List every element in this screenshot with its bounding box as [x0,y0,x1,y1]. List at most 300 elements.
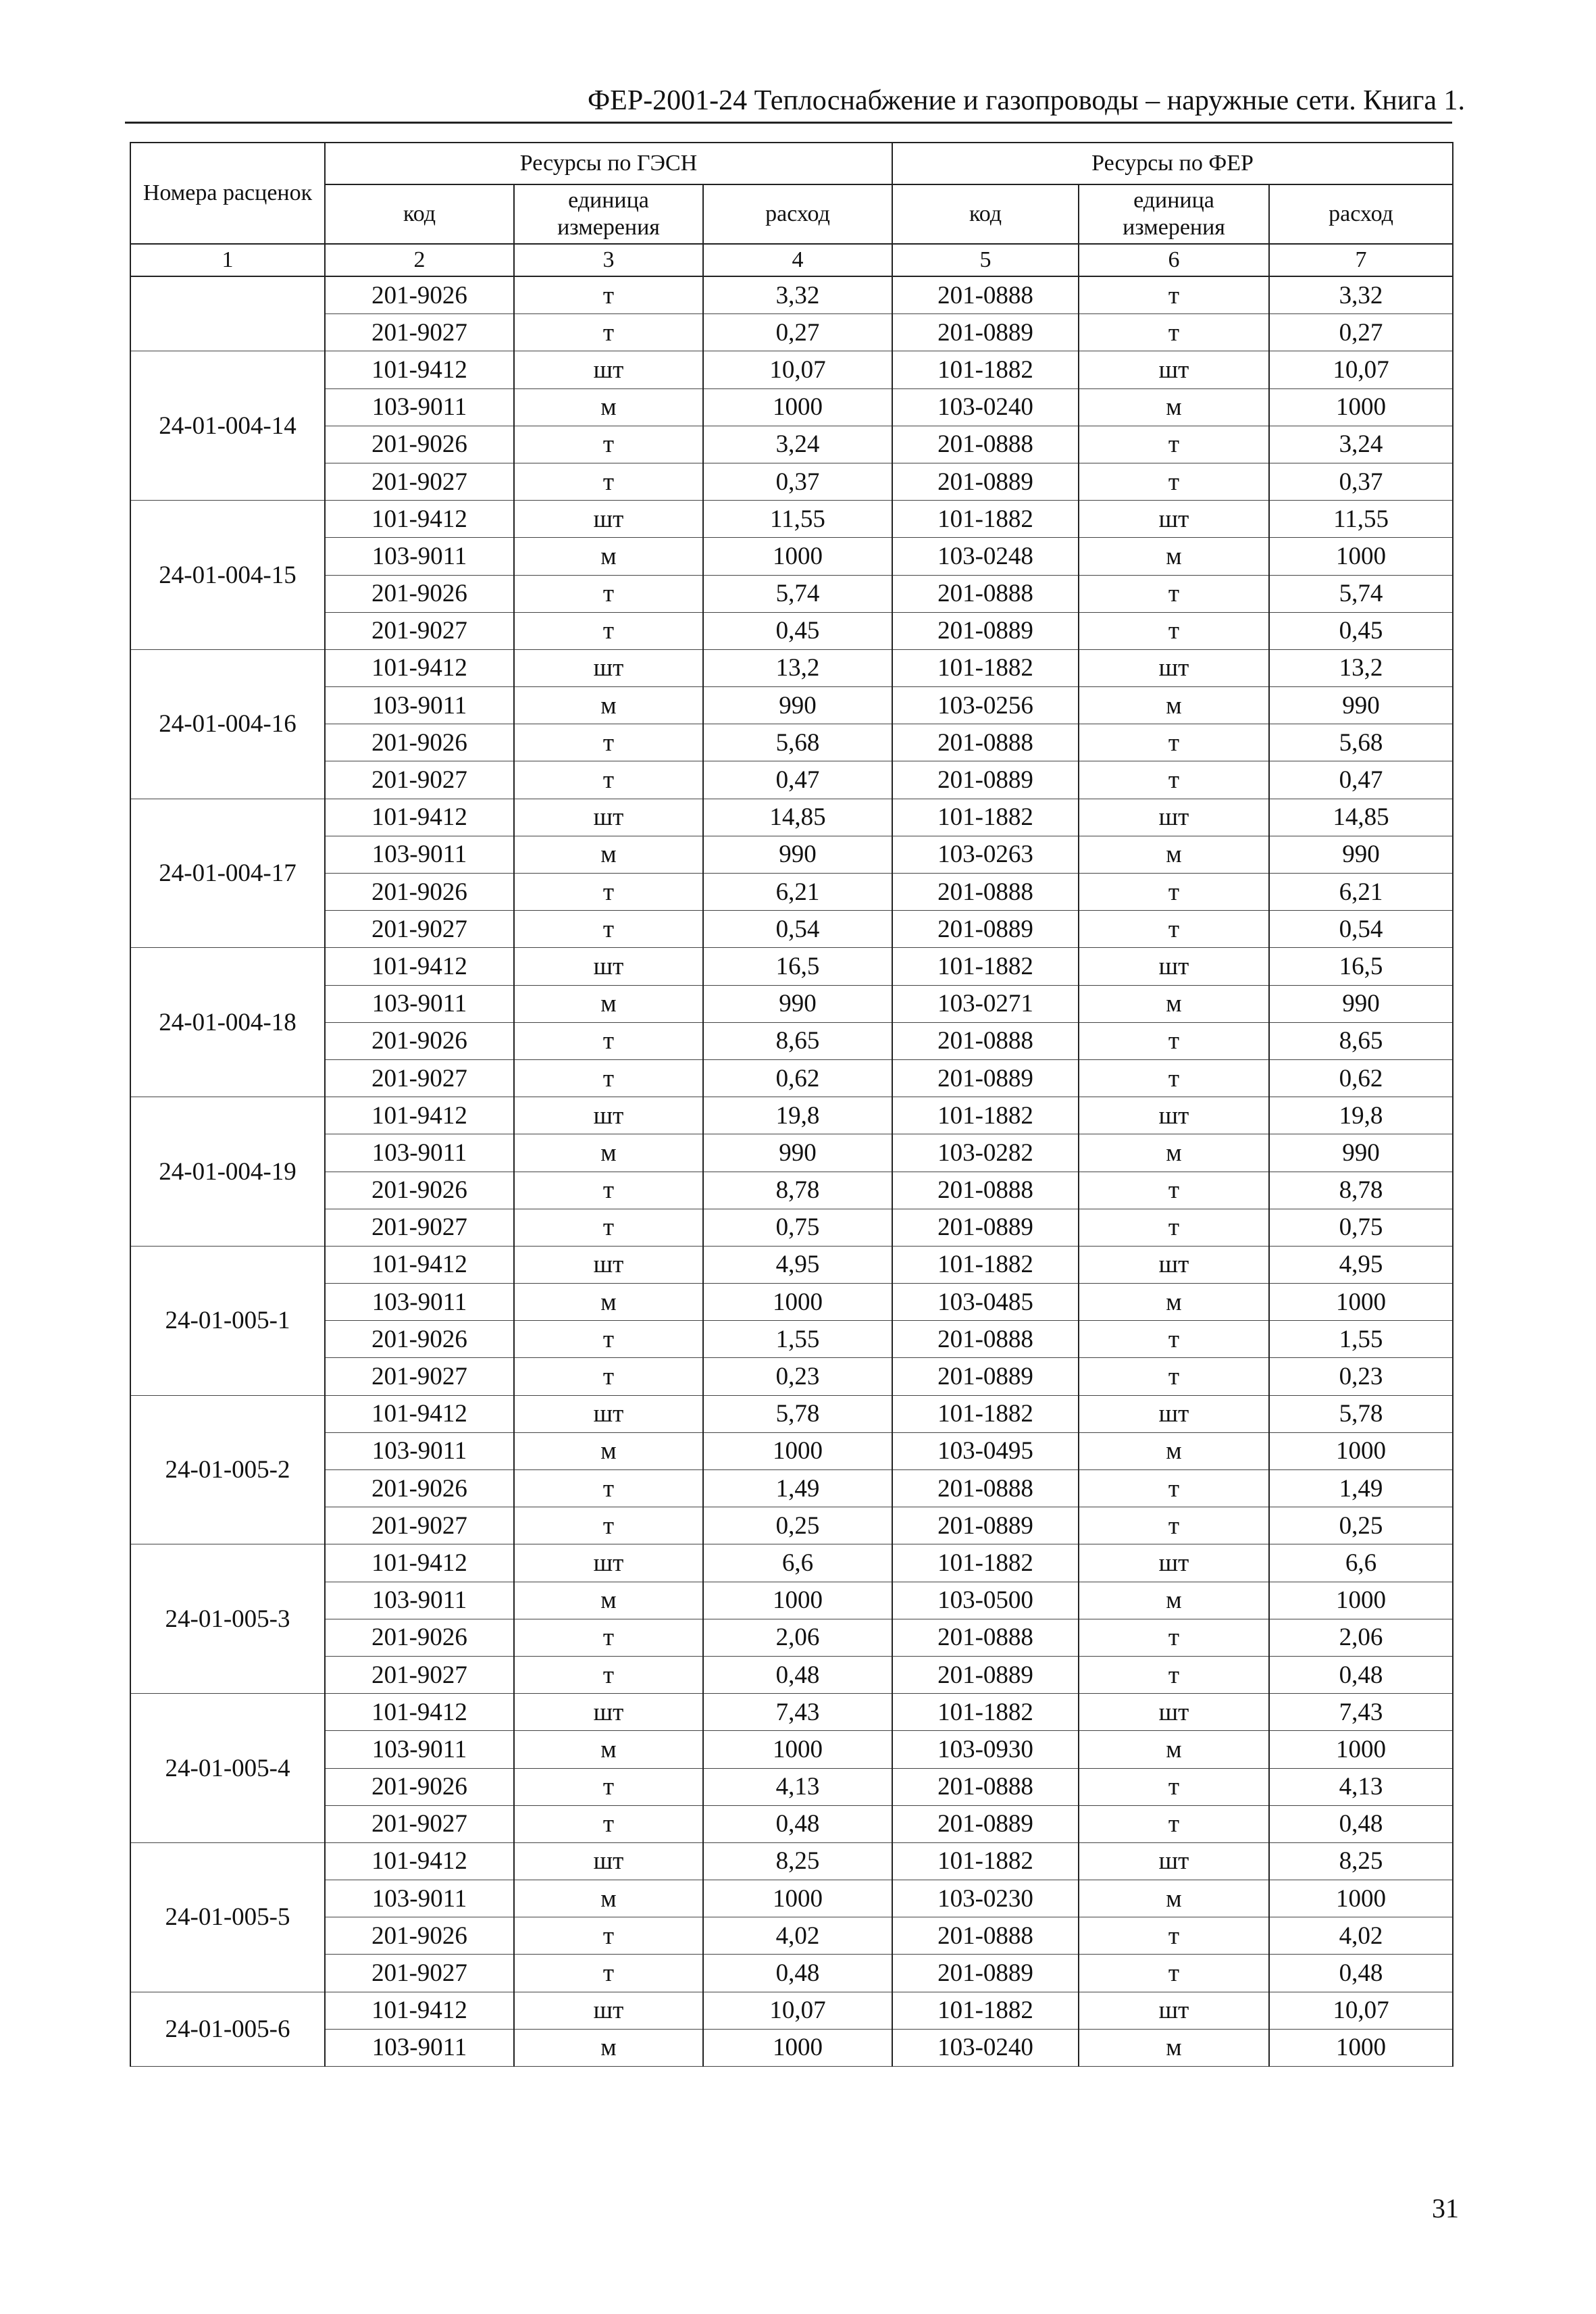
fer-rate-cell: 0,48 [1269,1955,1453,1992]
table-row [130,985,1453,1022]
gesn-rate-cell: 19,8 [703,1097,892,1134]
fer-code-cell: 201-0888 [892,1172,1079,1209]
gesn-rate-cell: 13,2 [703,649,892,686]
gesn-unit-cell: шт [514,501,703,538]
fer-unit-cell: т [1079,1059,1269,1097]
fer-rate-cell: 14,85 [1269,799,1453,836]
table-row [130,1358,1453,1395]
table-row [130,948,1453,985]
fer-unit-cell: т [1079,1656,1269,1693]
table-row [130,1022,1453,1059]
fer-rate-cell: 5,74 [1269,575,1453,612]
gesn-unit-cell: шт [514,799,703,836]
gesn-rate-cell: 990 [703,836,892,873]
fer-code-cell: 201-0888 [892,724,1079,761]
gesn-rate-cell: 8,65 [703,1022,892,1059]
gesn-code-cell: 201-9027 [325,314,514,351]
gesn-code-cell: 103-9011 [325,388,514,426]
gesn-code-cell: 201-9027 [325,1955,514,1992]
fer-unit-cell: т [1079,276,1269,314]
gesn-rate-cell: 1000 [703,1582,892,1619]
gesn-rate-header: расход [703,184,892,244]
fer-code-cell: 201-0888 [892,1619,1079,1656]
table-row [130,1059,1453,1097]
fer-rate-cell: 1000 [1269,388,1453,426]
gesn-code-cell: 103-9011 [325,1582,514,1619]
fer-unit-cell: шт [1079,1992,1269,2029]
table-row [130,1694,1453,1731]
fer-rate-cell: 11,55 [1269,501,1453,538]
group-fer-header: Ресурсы по ФЕР [892,143,1453,184]
fer-rate-cell: 1,49 [1269,1470,1453,1507]
fer-code-cell: 101-1882 [892,1992,1079,2029]
rate-number-cell: 24-01-004-15 [130,501,325,650]
table-row [130,1432,1453,1469]
fer-rate-cell: 4,02 [1269,1917,1453,1955]
fer-rate-cell: 8,25 [1269,1842,1453,1880]
gesn-unit-cell: т [514,761,703,799]
fer-code-cell: 201-0888 [892,1022,1079,1059]
fer-unit-cell: м [1079,1731,1269,1768]
fer-rate-cell: 4,95 [1269,1246,1453,1283]
table-row [130,1321,1453,1358]
gesn-code-cell: 201-9026 [325,426,514,463]
fer-rate-cell: 5,68 [1269,724,1453,761]
fer-code-cell: 201-0888 [892,1768,1079,1805]
fer-code-cell: 201-0888 [892,575,1079,612]
gesn-unit-cell: шт [514,1395,703,1432]
gesn-rate-cell: 8,78 [703,1172,892,1209]
gesn-unit-cell: т [514,463,703,500]
gesn-rate-cell: 4,95 [703,1246,892,1283]
gesn-rate-cell: 11,55 [703,501,892,538]
gesn-unit-cell: шт [514,1842,703,1880]
col-number: 6 [1079,244,1269,276]
rate-number-cell [130,276,325,351]
gesn-rate-cell: 1000 [703,1731,892,1768]
table-row [130,1842,1453,1880]
fer-unit-cell: м [1079,538,1269,575]
fer-unit-cell: шт [1079,948,1269,985]
gesn-unit-cell: шт [514,1544,703,1582]
fer-unit-cell: шт [1079,799,1269,836]
col-number: 7 [1269,244,1453,276]
gesn-unit-cell: т [514,1955,703,1992]
fer-unit-cell: т [1079,1619,1269,1656]
fer-rate-cell: 8,78 [1269,1172,1453,1209]
gesn-unit-cell: м [514,1432,703,1469]
gesn-unit-cell: м [514,1134,703,1172]
gesn-code-cell: 201-9027 [325,1656,514,1693]
gesn-rate-cell: 990 [703,1134,892,1172]
fer-unit-cell: т [1079,874,1269,911]
gesn-rate-cell: 1000 [703,2029,892,2066]
table-row [130,426,1453,463]
gesn-rate-cell: 4,02 [703,1917,892,1955]
rate-number-cell: 24-01-004-16 [130,649,325,799]
gesn-unit-cell: т [514,1805,703,1842]
gesn-unit-cell: шт [514,649,703,686]
fer-unit-cell: м [1079,1880,1269,1917]
table-row [130,1507,1453,1544]
fer-code-cell: 201-0888 [892,874,1079,911]
table-row [130,1805,1453,1842]
gesn-rate-cell: 0,48 [703,1805,892,1842]
gesn-unit-cell: шт [514,351,703,388]
gesn-rate-cell: 0,27 [703,314,892,351]
table-row [130,687,1453,724]
fer-rate-cell: 19,8 [1269,1097,1453,1134]
table-row [130,1768,1453,1805]
col-number: 2 [325,244,514,276]
gesn-unit-cell: т [514,1209,703,1246]
gesn-code-cell: 103-9011 [325,1432,514,1469]
table-row [130,1656,1453,1693]
gesn-rate-cell: 6,21 [703,874,892,911]
table-row [130,724,1453,761]
fer-rate-cell: 1000 [1269,1284,1453,1321]
fer-code-cell: 103-0930 [892,1731,1079,1768]
fer-unit-cell: т [1079,314,1269,351]
fer-code-cell: 201-0889 [892,1209,1079,1246]
fer-unit-cell: м [1079,388,1269,426]
gesn-unit-cell: шт [514,1246,703,1283]
fer-rate-cell: 13,2 [1269,649,1453,686]
group-gesn-header: Ресурсы по ГЭСН [325,143,892,184]
fer-unit-cell: м [1079,836,1269,873]
gesn-unit-cell: т [514,1768,703,1805]
fer-code-cell: 103-0271 [892,985,1079,1022]
fer-rate-cell: 6,21 [1269,874,1453,911]
fer-rate-cell: 16,5 [1269,948,1453,985]
gesn-rate-cell: 6,6 [703,1544,892,1582]
fer-unit-cell: т [1079,575,1269,612]
gesn-code-cell: 101-9412 [325,649,514,686]
fer-rate-cell: 0,48 [1269,1656,1453,1693]
fer-unit-cell: т [1079,1321,1269,1358]
fer-code-cell: 201-0889 [892,761,1079,799]
table-row [130,351,1453,388]
table-row [130,1284,1453,1321]
gesn-code-cell: 201-9027 [325,1358,514,1395]
fer-code-cell: 101-1882 [892,1097,1079,1134]
rate-number-cell: 24-01-005-4 [130,1694,325,1843]
rate-number-cell: 24-01-005-1 [130,1246,325,1395]
gesn-rate-cell: 3,32 [703,276,892,314]
fer-rate-cell: 0,54 [1269,911,1453,948]
gesn-unit-cell: т [514,426,703,463]
fer-unit-cell: т [1079,1172,1269,1209]
gesn-code-cell: 103-9011 [325,1880,514,1917]
gesn-code-cell: 101-9412 [325,799,514,836]
rate-number-cell: 24-01-004-17 [130,799,325,948]
gesn-unit-cell: м [514,1731,703,1768]
gesn-unit-cell: шт [514,948,703,985]
gesn-rate-cell: 14,85 [703,799,892,836]
fer-code-cell: 101-1882 [892,1842,1079,1880]
gesn-unit-cell: т [514,911,703,948]
gesn-rate-cell: 4,13 [703,1768,892,1805]
gesn-unit-cell: т [514,1507,703,1544]
fer-unit-cell: т [1079,1805,1269,1842]
gesn-code-cell: 103-9011 [325,1284,514,1321]
table-row [130,1209,1453,1246]
gesn-rate-cell: 0,45 [703,612,892,649]
fer-unit-cell: т [1079,1470,1269,1507]
table-row [130,1097,1453,1134]
fer-unit-cell: шт [1079,1544,1269,1582]
gesn-code-cell: 101-9412 [325,1097,514,1134]
fer-unit-cell: т [1079,612,1269,649]
gesn-unit-cell: т [514,1172,703,1209]
gesn-unit-cell: м [514,1582,703,1619]
rate-number-cell: 24-01-005-3 [130,1544,325,1694]
table-row [130,1134,1453,1172]
gesn-code-cell: 101-9412 [325,1992,514,2029]
fer-code-cell: 101-1882 [892,351,1079,388]
gesn-unit-cell: шт [514,1097,703,1134]
fer-code-cell: 103-0240 [892,388,1079,426]
fer-code-cell: 103-0282 [892,1134,1079,1172]
gesn-rate-cell: 8,25 [703,1842,892,1880]
table-row [130,1731,1453,1768]
fer-rate-cell: 1,55 [1269,1321,1453,1358]
gesn-code-cell: 101-9412 [325,351,514,388]
fer-unit-cell: т [1079,761,1269,799]
gesn-unit-cell: т [514,1470,703,1507]
fer-unit-cell: т [1079,463,1269,500]
gesn-unit-cell: шт [514,1694,703,1731]
fer-code-cell: 201-0889 [892,1656,1079,1693]
gesn-rate-cell: 1000 [703,1432,892,1469]
fer-unit-cell: шт [1079,649,1269,686]
table-body [130,276,1453,2067]
table-row [130,1246,1453,1283]
fer-rate-cell: 8,65 [1269,1022,1453,1059]
rate-number-cell: 24-01-005-5 [130,1842,325,1992]
table-row [130,1917,1453,1955]
fer-code-cell: 101-1882 [892,1694,1079,1731]
gesn-code-cell: 201-9027 [325,1059,514,1097]
col-number: 5 [892,244,1079,276]
gesn-code-cell: 201-9026 [325,1619,514,1656]
gesn-code-cell: 201-9026 [325,1470,514,1507]
fer-rate-cell: 10,07 [1269,351,1453,388]
gesn-code-cell: 201-9026 [325,1917,514,1955]
rate-number-cell: 24-01-004-14 [130,351,325,501]
fer-unit-cell: т [1079,1507,1269,1544]
fer-unit-cell: т [1079,1358,1269,1395]
fer-unit-cell: м [1079,1284,1269,1321]
gesn-unit-cell: т [514,874,703,911]
table-row [130,314,1453,351]
gesn-unit-cell: т [514,1656,703,1693]
fer-rate-cell: 990 [1269,985,1453,1022]
table-row [130,1582,1453,1619]
gesn-code-cell: 201-9026 [325,1172,514,1209]
gesn-unit-cell: т [514,1917,703,1955]
fer-unit-cell: шт [1079,1842,1269,1880]
gesn-unit-cell: м [514,1880,703,1917]
gesn-unit-cell: м [514,2029,703,2066]
gesn-rate-cell: 0,75 [703,1209,892,1246]
gesn-unit-cell: м [514,1284,703,1321]
fer-code-cell: 201-0889 [892,463,1079,500]
fer-rate-cell: 0,23 [1269,1358,1453,1395]
fer-unit-cell: т [1079,1209,1269,1246]
fer-code-cell: 201-0889 [892,1805,1079,1842]
fer-unit-cell: м [1079,985,1269,1022]
table-row [130,2029,1453,2066]
table-row [130,1470,1453,1507]
fer-code-cell: 201-0889 [892,1358,1079,1395]
fer-unit-cell: шт [1079,1395,1269,1432]
gesn-code-cell: 201-9027 [325,1805,514,1842]
fer-unit-cell: т [1079,1768,1269,1805]
fer-code-cell: 201-0889 [892,612,1079,649]
fer-unit-cell: м [1079,1582,1269,1619]
fer-unit-cell: т [1079,911,1269,948]
fer-rate-cell: 0,37 [1269,463,1453,500]
gesn-code-cell: 201-9027 [325,612,514,649]
fer-code-cell: 201-0889 [892,911,1079,948]
fer-rate-header: расход [1269,184,1453,244]
fer-rate-cell: 5,78 [1269,1395,1453,1432]
fer-code-cell: 103-0240 [892,2029,1079,2066]
gesn-code-cell: 201-9026 [325,276,514,314]
fer-rate-cell: 0,47 [1269,761,1453,799]
gesn-unit-cell: т [514,1022,703,1059]
table-row [130,538,1453,575]
fer-code-header: код [892,184,1079,244]
fer-rate-cell: 990 [1269,1134,1453,1172]
fer-code-cell: 103-0256 [892,687,1079,724]
rate-number-cell: 24-01-004-18 [130,948,325,1097]
fer-unit-cell: т [1079,1955,1269,1992]
gesn-code-cell: 103-9011 [325,2029,514,2066]
gesn-code-cell: 103-9011 [325,1731,514,1768]
table-row [130,1992,1453,2029]
table-row [130,1619,1453,1656]
gesn-rate-cell: 10,07 [703,351,892,388]
gesn-code-cell: 101-9412 [325,1246,514,1283]
fer-rate-cell: 990 [1269,687,1453,724]
fer-unit-cell: шт [1079,1694,1269,1731]
gesn-code-cell: 103-9011 [325,1134,514,1172]
fer-rate-cell: 6,6 [1269,1544,1453,1582]
gesn-unit-cell: т [514,612,703,649]
fer-code-cell: 101-1882 [892,948,1079,985]
gesn-code-cell: 201-9026 [325,1022,514,1059]
fer-code-cell: 103-0248 [892,538,1079,575]
gesn-rate-cell: 5,68 [703,724,892,761]
page-header-title: ФЕР-2001-24 Теплоснабжение и газопроводы – наружные сети. Книга 1. [588,85,1466,116]
fer-unit-cell: шт [1079,501,1269,538]
rate-number-cell: 24-01-005-6 [130,1992,325,2066]
gesn-rate-cell: 10,07 [703,1992,892,2029]
gesn-rate-cell: 5,78 [703,1395,892,1432]
fer-rate-cell: 7,43 [1269,1694,1453,1731]
gesn-unit-cell: м [514,985,703,1022]
fer-rate-cell: 0,25 [1269,1507,1453,1544]
gesn-code-cell: 103-9011 [325,538,514,575]
fer-code-cell: 101-1882 [892,799,1079,836]
fer-rate-cell: 0,48 [1269,1805,1453,1842]
gesn-code-cell: 201-9027 [325,1507,514,1544]
col-rate-numbers-header: Номера расценок [130,143,325,244]
fer-rate-cell: 0,27 [1269,314,1453,351]
fer-rate-cell: 990 [1269,836,1453,873]
gesn-unit-cell: т [514,575,703,612]
fer-code-cell: 101-1882 [892,501,1079,538]
col-number: 3 [514,244,703,276]
fer-rate-cell: 1000 [1269,2029,1453,2066]
gesn-rate-cell: 1000 [703,538,892,575]
fer-code-cell: 201-0888 [892,1470,1079,1507]
fer-unit-cell: шт [1079,351,1269,388]
gesn-code-cell: 103-9011 [325,985,514,1022]
gesn-rate-cell: 1,55 [703,1321,892,1358]
gesn-code-cell: 103-9011 [325,836,514,873]
fer-rate-cell: 1000 [1269,1731,1453,1768]
gesn-rate-cell: 5,74 [703,575,892,612]
gesn-rate-cell: 990 [703,687,892,724]
fer-rate-cell: 1000 [1269,1582,1453,1619]
fer-rate-cell: 1000 [1269,1432,1453,1469]
table-row [130,1172,1453,1209]
gesn-rate-cell: 0,48 [703,1955,892,1992]
gesn-rate-cell: 7,43 [703,1694,892,1731]
gesn-code-cell: 101-9412 [325,1395,514,1432]
resources-table [130,142,1453,2067]
gesn-unit-cell: т [514,1059,703,1097]
gesn-code-cell: 201-9027 [325,463,514,500]
fer-rate-cell: 0,45 [1269,612,1453,649]
fer-unit-cell: шт [1079,1097,1269,1134]
table-row [130,575,1453,612]
gesn-code-cell: 101-9412 [325,501,514,538]
gesn-rate-cell: 1000 [703,1284,892,1321]
gesn-code-cell: 201-9026 [325,575,514,612]
fer-unit-cell: м [1079,1134,1269,1172]
fer-rate-cell: 0,75 [1269,1209,1453,1246]
fer-rate-cell: 0,62 [1269,1059,1453,1097]
fer-unit-cell: т [1079,1917,1269,1955]
table-row [130,612,1453,649]
gesn-rate-cell: 3,24 [703,426,892,463]
gesn-code-cell: 103-9011 [325,687,514,724]
gesn-unit-cell: т [514,1321,703,1358]
fer-rate-cell: 10,07 [1269,1992,1453,2029]
page-number: 31 [1432,2193,1459,2223]
gesn-rate-cell: 0,37 [703,463,892,500]
gesn-unit-cell: т [514,314,703,351]
fer-rate-cell: 1000 [1269,1880,1453,1917]
gesn-unit-cell: м [514,388,703,426]
table-row [130,911,1453,948]
gesn-rate-cell: 990 [703,985,892,1022]
gesn-rate-cell: 0,48 [703,1656,892,1693]
gesn-code-cell: 201-9026 [325,724,514,761]
gesn-code-cell: 201-9027 [325,911,514,948]
gesn-unit-header: единица измерения [514,184,703,244]
fer-unit-cell: м [1079,687,1269,724]
fer-unit-cell: м [1079,2029,1269,2066]
fer-code-cell: 101-1882 [892,1246,1079,1283]
gesn-code-cell: 201-9026 [325,1321,514,1358]
gesn-code-cell: 101-9412 [325,1544,514,1582]
fer-code-cell: 103-0500 [892,1582,1079,1619]
